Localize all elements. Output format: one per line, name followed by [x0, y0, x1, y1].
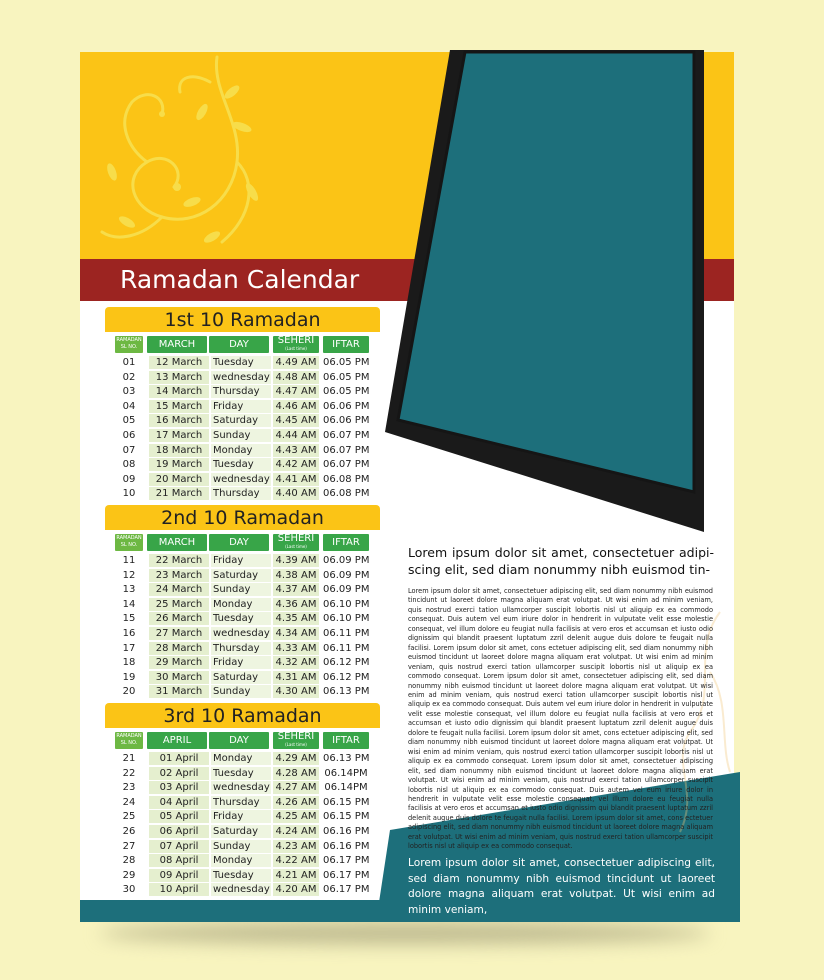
row-iftar: 06.09 PM [323, 584, 370, 596]
row-date: 03 April [149, 781, 209, 794]
row-day: Monday [211, 752, 271, 765]
row-sl: 26 [122, 825, 136, 837]
row-date: 08 April [149, 854, 209, 867]
row-iftar: 06.10 PM [323, 598, 370, 610]
row-sl: 14 [122, 598, 136, 610]
row-sl: 21 [122, 753, 136, 764]
footer-text: Lorem ipsum dolor sit amet, consectetuer adipiscing elit, sed diam nonummy nibh euismod tincidunt ut laoreet dolore magna aliquam erat volutpat. Ut wisi enim ad minim veniam, [408, 857, 715, 916]
row-date: 28 March [149, 642, 209, 655]
col-month: MARCH [147, 336, 207, 353]
table-row [105, 370, 380, 385]
row-day: wednesday [213, 884, 270, 896]
table-row [105, 355, 380, 370]
page-shadow [100, 922, 710, 944]
section-rows [105, 751, 380, 897]
row-seheri: 4.49 AM [273, 356, 319, 369]
row-iftar: 06.08 PM [323, 488, 370, 500]
row-date: 20 March [149, 473, 209, 486]
row-seheri: 4.39 AM [273, 554, 319, 567]
row-seheri: 4.27 AM [273, 781, 319, 794]
row-day: wednesday [213, 627, 270, 639]
row-day: Tuesday [211, 612, 271, 625]
row-iftar: 06.06 PM [323, 415, 370, 427]
row-sl: 30 [122, 884, 136, 896]
table-row [105, 684, 380, 699]
table-row [105, 824, 380, 839]
col-month: MARCH [147, 534, 207, 551]
row-seheri: 4.41 AM [273, 473, 319, 486]
table-row [105, 626, 380, 641]
row-iftar: 06.11 PM [323, 642, 370, 654]
row-iftar: 06.15 PM [323, 796, 370, 808]
table-row [105, 413, 380, 428]
row-seheri: 4.34 AM [273, 627, 319, 640]
row-sl: 13 [122, 584, 136, 596]
row-date: 09 April [149, 869, 209, 882]
row-day: Thursday [211, 385, 271, 398]
row-day: Saturday [211, 825, 271, 838]
row-day: Friday [211, 810, 271, 823]
row-date: 15 March [149, 400, 209, 413]
row-date: 24 March [149, 583, 209, 596]
article-body: Lorem ipsum dolor sit amet, consectetuer adipiscing elit, sed diam nonummy nibh euismod tincidunt ut laoreet dolore magna aliquam erat volutpat. Ut wisi enim ad minim veniam, quis nostrud exerci tation ullamcorper suscipit lobortis nisl ut aliquip ex ea commodo consequat. Duis autem vel eum iriure dolor in hendrerit in vulputate velit esse molestie consequat, vel illum dolore eu feugiat nulla facilisis at vero eros et accumsan et iusto odio dignissim qui blandit praesent luptatum zzril delenit augue duis dolore te feugait nulla facilisi. Lorem ipsum dolor sit amet, cons ectetuer adipiscing elit, sed diam nonummy nibh euismod tincidunt ut laoreet dolore magna aliquam erat volutpat. Ut wisi enim ad minim veniam, quis nostrud exerci tation ullamcorper suscipit lobortis nisl ut aliquip ex ea commodo consequat. Lorem ipsum dolor sit amet, consectetuer adipiscing elit, sed diam nonummy nibh euismod tincidunt ut laoreet dolore magna aliquam erat volutpat. Ut wisi enim ad minim veniam, quis nostrud exerci tation ullamcorper suscipit lobortis nisl ut aliquip ex ea commodo consequat. Duis autem vel eum iriure dolor in hendrerit in vulputate velit esse molestie consequat, vel illum dolore eu feugiat nulla facilisis at vero eros et accumsan et iusto odio dignissim qui blandit praesent luptatum zzril delenit augue duis dolore te feugait nulla facilisi. Lorem ipsum dolor sit amet, cons ectetuer adipiscing elit, sed diam nonummy nibh euismod tincidunt ut laoreet dolore magna aliquam erat volutpat. Ut wisi enim ad minim veniam, quis nostrud exerci tation ullamcorper suscipit lobortis nisl ut aliquip ex ea commodo consequat. Lorem ipsum dolor sit amet, consectetuer adipiscing elit, sed diam nonummy nibh euismod tincidunt ut laoreet dolore magna aliquam erat volutpat. Ut wisi enim ad minim veniam, quis nostrud exerci tation ullamcorper suscipit lobortis nisl ut aliquip ex ea commodo consequat. Duis autem vel eum iriure dolor in hendrerit in vulputate velit esse molestie consequat, vel illum dolore eu feugiat nulla facilisis at vero eros et accumsan et iusto odio dignissim qui blandit praesent luptatum zzril delenit augue duis dolore te feugait nulla facilisi. Lorem ipsum dolor sit amet, cons ectetuer adipiscing elit, sed diam nonummy nibh euismod tincidunt ut laoreet dolore magna aliquam erat volutpat. Ut wisi enim ad minim veniam, quis nostrud exerci tation ullamcorper suscipit lobortis nisl ut aliquip ex ea commodo consequat. [408, 587, 713, 851]
row-iftar: 06.15 PM [323, 811, 370, 823]
row-iftar: 06.10 PM [323, 613, 370, 625]
row-iftar: 06.07 PM [323, 444, 370, 456]
row-date: 27 March [149, 627, 209, 640]
table-row [105, 611, 380, 626]
row-sl: 04 [122, 400, 136, 412]
table-row [105, 655, 380, 670]
table-row [105, 457, 380, 472]
row-day: Tuesday [211, 356, 271, 369]
row-seheri: 4.29 AM [273, 752, 319, 765]
row-sl: 29 [122, 869, 136, 881]
row-iftar: 06.17 PM [323, 855, 370, 867]
col-sl: RAMADAN SL NO. [115, 534, 143, 551]
section-title: 3rd 10 Ramadan [105, 703, 380, 728]
row-sl: 05 [122, 415, 136, 427]
row-iftar: 06.06 PM [323, 400, 370, 412]
col-day: DAY [209, 336, 269, 353]
col-day: DAY [209, 534, 269, 551]
row-day: Sunday [211, 583, 271, 596]
row-day: Saturday [211, 671, 271, 684]
row-sl: 09 [122, 473, 136, 485]
row-iftar: 06.13 PM [323, 686, 370, 698]
row-seheri: 4.33 AM [273, 642, 319, 655]
table-row [105, 597, 380, 612]
col-iftar: IFTAR [323, 732, 369, 749]
col-seheri: SEHERI (Last time) [273, 534, 319, 551]
row-iftar: 06.05 PM [323, 386, 370, 398]
table-row [105, 839, 380, 854]
col-seheri: SEHERI (Last time) [273, 732, 319, 749]
row-date: 17 March [149, 429, 209, 442]
row-date: 21 March [149, 487, 209, 500]
row-day: Saturday [211, 414, 271, 427]
table-row [105, 868, 380, 883]
row-iftar: 06.16 PM [323, 825, 370, 837]
row-date: 12 March [149, 356, 209, 369]
row-seheri: 4.46 AM [273, 400, 319, 413]
row-sl: 11 [122, 555, 136, 566]
row-day: Monday [211, 854, 271, 867]
table-row [105, 443, 380, 458]
table-row [105, 399, 380, 414]
row-seheri: 4.40 AM [273, 487, 319, 500]
row-day: Friday [211, 400, 271, 413]
row-sl: 08 [122, 459, 136, 471]
row-sl: 03 [122, 386, 136, 398]
row-iftar: 06.12 PM [323, 671, 370, 683]
row-day: Thursday [211, 796, 271, 809]
row-date: 31 March [149, 685, 209, 698]
row-date: 01 April [149, 752, 209, 765]
table-row [105, 384, 380, 399]
row-date: 16 March [149, 414, 209, 427]
row-day: Sunday [211, 429, 271, 442]
row-sl: 07 [122, 444, 136, 456]
page-title: Ramadan Calendar [120, 265, 360, 294]
row-seheri: 4.26 AM [273, 796, 319, 809]
row-date: 26 March [149, 612, 209, 625]
col-seheri: SEHERI (Last time) [273, 336, 319, 353]
row-date: 07 April [149, 840, 209, 853]
row-day: Monday [211, 444, 271, 457]
row-date: 30 March [149, 671, 209, 684]
row-day: Saturday [211, 569, 271, 582]
row-iftar: 06.12 PM [323, 657, 370, 669]
row-seheri: 4.37 AM [273, 583, 319, 596]
row-seheri: 4.22 AM [273, 854, 319, 867]
table-row [105, 882, 380, 897]
section-rows [105, 355, 380, 501]
table-row [105, 582, 380, 597]
row-seheri: 4.35 AM [273, 612, 319, 625]
row-seheri: 4.23 AM [273, 840, 319, 853]
section-title: 2nd 10 Ramadan [105, 505, 380, 530]
section-title: 1st 10 Ramadan [105, 307, 380, 332]
row-sl: 16 [122, 627, 136, 639]
row-day: Tuesday [211, 869, 271, 882]
table-row [105, 670, 380, 685]
row-sl: 12 [122, 569, 136, 581]
row-day: Sunday [211, 840, 271, 853]
row-date: 05 April [149, 810, 209, 823]
row-seheri: 4.24 AM [273, 825, 319, 838]
row-iftar: 06.05 PM [323, 357, 370, 368]
row-seheri: 4.31 AM [273, 671, 319, 684]
row-sl: 23 [122, 782, 136, 794]
row-sl: 25 [122, 811, 136, 823]
row-iftar: 06.14PM [324, 782, 368, 794]
table-row [105, 568, 380, 583]
row-day: wednesday [213, 473, 270, 485]
row-seheri: 4.28 AM [273, 767, 319, 780]
table-row [105, 853, 380, 868]
col-iftar: IFTAR [323, 534, 369, 551]
row-sl: 27 [122, 840, 136, 852]
col-month: APRIL [147, 732, 207, 749]
row-iftar: 06.09 PM [323, 569, 370, 581]
row-seheri: 4.43 AM [273, 444, 319, 457]
row-seheri: 4.32 AM [273, 656, 319, 669]
row-day: wednesday [213, 371, 270, 383]
row-seheri: 4.25 AM [273, 810, 319, 823]
row-date: 22 March [149, 554, 209, 567]
row-date: 06 April [149, 825, 209, 838]
row-day: Thursday [211, 487, 271, 500]
row-seheri: 4.45 AM [273, 414, 319, 427]
row-sl: 24 [122, 796, 136, 808]
section-rows [105, 553, 380, 699]
row-date: 10 April [149, 883, 209, 896]
row-seheri: 4.36 AM [273, 598, 319, 611]
row-iftar: 06.07 PM [323, 429, 370, 441]
col-sl: RAMADAN SL NO. [115, 732, 143, 749]
row-date: 23 March [149, 569, 209, 582]
row-seheri: 4.47 AM [273, 385, 319, 398]
row-iftar: 06.08 PM [323, 473, 370, 485]
row-day: wednesday [213, 782, 270, 794]
table-row [105, 553, 380, 568]
row-date: 19 March [149, 458, 209, 471]
row-date: 29 March [149, 656, 209, 669]
col-sl: RAMADAN SL NO. [115, 336, 143, 353]
row-iftar: 06.17 PM [323, 884, 370, 896]
row-date: 25 March [149, 598, 209, 611]
table-row [105, 428, 380, 443]
row-sl: 20 [122, 686, 136, 698]
row-seheri: 4.42 AM [273, 458, 319, 471]
row-date: 02 April [149, 767, 209, 780]
table-row [105, 795, 380, 810]
row-day: Friday [211, 554, 271, 567]
row-day: Sunday [211, 685, 271, 698]
row-sl: 01 [122, 357, 136, 368]
row-sl: 10 [122, 488, 136, 500]
row-seheri: 4.44 AM [273, 429, 319, 442]
row-sl: 28 [122, 855, 136, 867]
row-sl: 22 [122, 767, 136, 779]
row-date: 18 March [149, 444, 209, 457]
row-day: Tuesday [211, 767, 271, 780]
row-sl: 19 [122, 671, 136, 683]
row-iftar: 06.13 PM [323, 753, 370, 764]
row-iftar: 06.09 PM [323, 555, 370, 566]
row-sl: 15 [122, 613, 136, 625]
col-day: DAY [209, 732, 269, 749]
row-day: Thursday [211, 642, 271, 655]
row-sl: 06 [122, 429, 136, 441]
row-day: Tuesday [211, 458, 271, 471]
row-iftar: 06.16 PM [323, 840, 370, 852]
row-sl: 02 [122, 371, 136, 383]
row-seheri: 4.48 AM [273, 371, 319, 384]
row-sl: 18 [122, 657, 136, 669]
table-row [105, 751, 380, 766]
table-row [105, 486, 380, 501]
row-date: 14 March [149, 385, 209, 398]
row-date: 04 April [149, 796, 209, 809]
row-iftar: 06.11 PM [323, 627, 370, 639]
table-row [105, 472, 380, 487]
table-row [105, 766, 380, 781]
article-lead: Lorem ipsum dolor sit amet, consectetuer adipi- scing elit, sed diam nonummy nibh euismod tin- [408, 545, 714, 577]
row-seheri: 4.20 AM [273, 883, 319, 896]
row-date: 13 March [149, 371, 209, 384]
row-iftar: 06.07 PM [323, 459, 370, 471]
flyer-page [80, 52, 734, 922]
row-seheri: 4.21 AM [273, 869, 319, 882]
table-row [105, 780, 380, 795]
table-row [105, 809, 380, 824]
row-seheri: 4.30 AM [273, 685, 319, 698]
row-iftar: 06.14PM [324, 767, 368, 779]
row-day: Friday [211, 656, 271, 669]
row-sl: 17 [122, 642, 136, 654]
row-day: Monday [211, 598, 271, 611]
row-iftar: 06.17 PM [323, 869, 370, 881]
row-seheri: 4.38 AM [273, 569, 319, 582]
table-row [105, 641, 380, 656]
row-iftar: 06.05 PM [323, 371, 370, 383]
col-iftar: IFTAR [323, 336, 369, 353]
